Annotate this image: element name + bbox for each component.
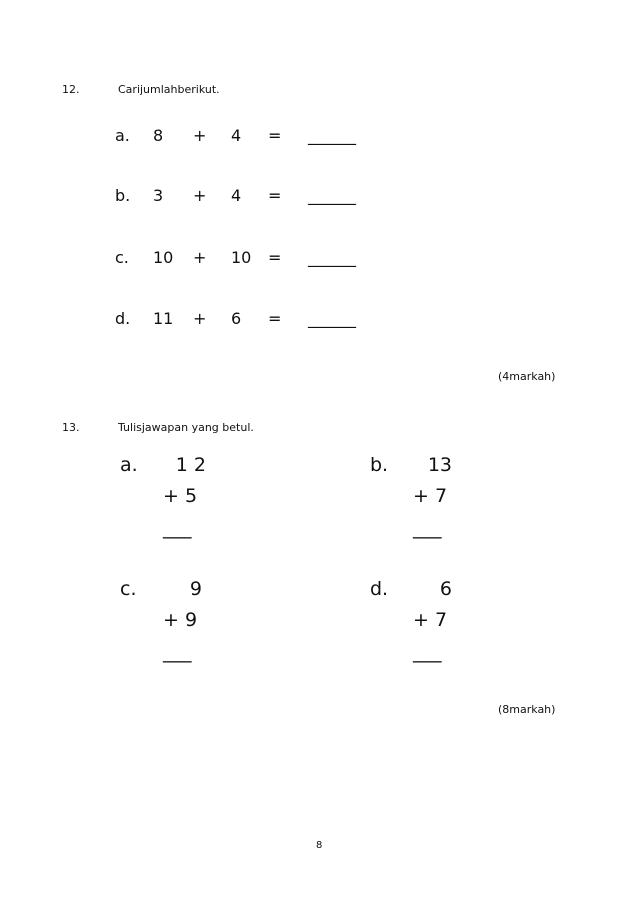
q13-addend: + 9	[163, 609, 198, 631]
q13-letter: c.	[120, 578, 137, 600]
q12-addend-2: 10	[231, 248, 252, 267]
q12-letter: b.	[115, 186, 131, 205]
q12-letter: d.	[115, 309, 131, 328]
q13-marks: (8markah)	[498, 703, 556, 716]
q13-answer-line: ___	[413, 517, 442, 539]
q12-plus: +	[193, 248, 207, 267]
q12-plus: +	[193, 309, 207, 328]
q12-addend-2: 4	[231, 126, 242, 145]
q13-answer-line: ___	[163, 517, 192, 539]
q13-top-number: 6	[439, 578, 452, 600]
q13-answer-line: ___	[163, 641, 192, 663]
q12-equals: =	[268, 186, 282, 205]
q12-addend-1: 11	[153, 309, 174, 328]
q13-letter: d.	[370, 578, 389, 600]
q12-equals: =	[268, 126, 282, 145]
question-12-number: 12.	[62, 83, 80, 96]
q12-plus: +	[193, 126, 207, 145]
q13-top-number: 1 2	[175, 454, 206, 476]
page-number: 8	[316, 840, 323, 851]
q12-equals: =	[268, 248, 282, 267]
q12-letter: a.	[115, 126, 130, 145]
question-12-instruction: Carijumlahberikut.	[118, 83, 220, 96]
q12-addend-1: 8	[153, 126, 164, 145]
q13-addend: + 5	[163, 485, 198, 507]
q12-addend-1: 10	[153, 248, 174, 267]
q13-top-number: 13	[427, 454, 452, 476]
q12-addend-1: 3	[153, 186, 164, 205]
q13-letter: b.	[370, 454, 389, 476]
q13-addend: + 7	[413, 609, 448, 631]
q12-addend-2: 4	[231, 186, 242, 205]
q12-letter: c.	[115, 248, 129, 267]
question-13-number: 13.	[62, 421, 80, 434]
q12-marks: (4markah)	[498, 370, 556, 383]
q13-answer-line: ___	[413, 641, 442, 663]
question-13-instruction: Tulisjawapan yang betul.	[118, 421, 254, 434]
q13-addend: + 7	[413, 485, 448, 507]
q12-answer-blank: ______	[308, 309, 356, 328]
q12-plus: +	[193, 186, 207, 205]
q12-equals: =	[268, 309, 282, 328]
q13-letter: a.	[120, 454, 138, 476]
q12-addend-2: 6	[231, 309, 242, 328]
q13-top-number: 9	[189, 578, 202, 600]
q12-answer-blank: ______	[308, 126, 356, 145]
q12-answer-blank: ______	[308, 186, 356, 205]
q12-answer-blank: ______	[308, 248, 356, 267]
